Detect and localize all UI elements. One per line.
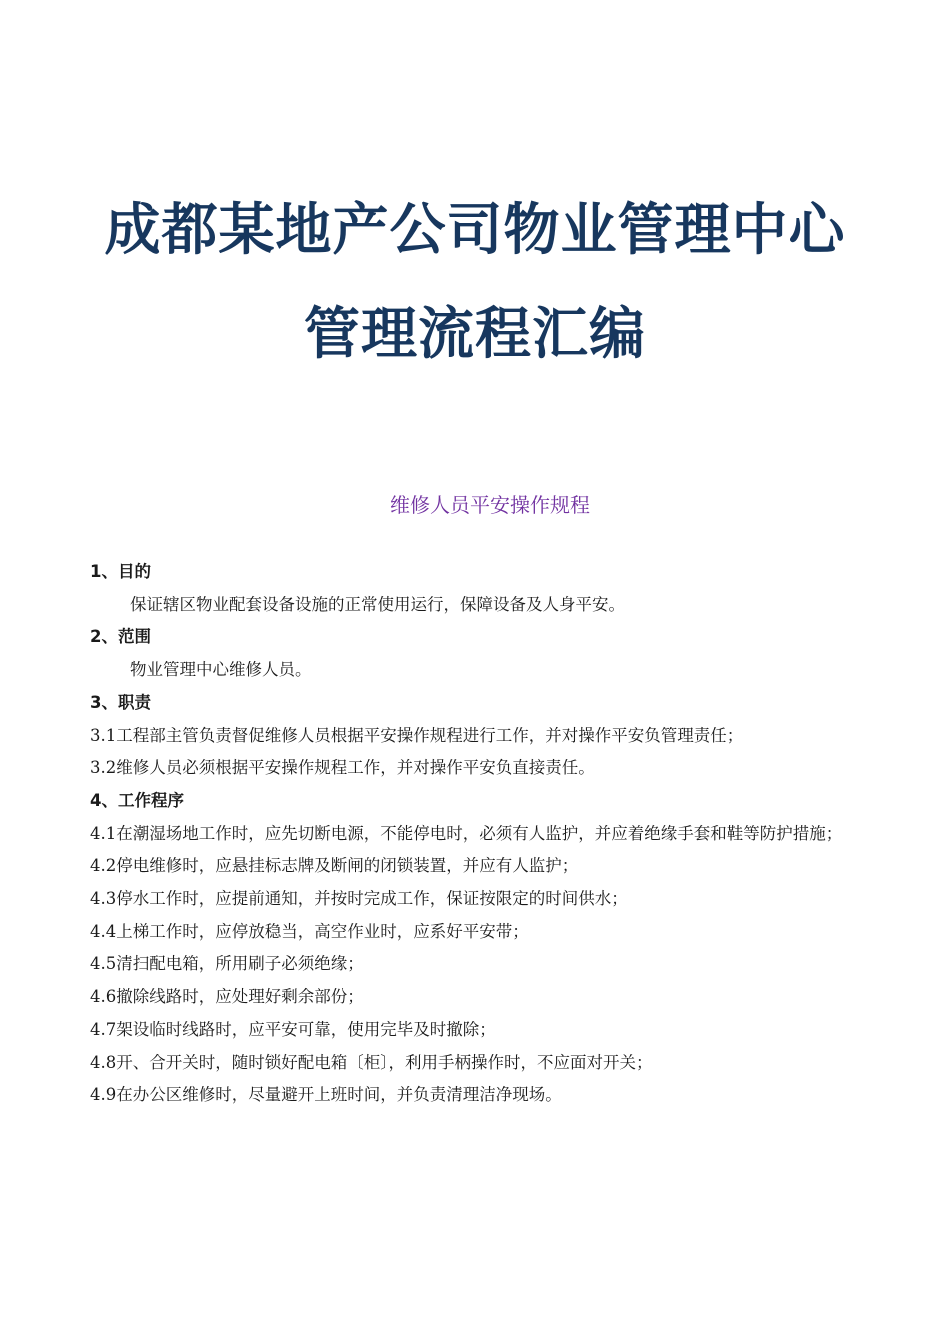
procedure-item: 4.2停电维修时，应悬挂标志牌及断闸的闭锁装置，并应有人监护； — [90, 856, 579, 876]
document-title-line-2: 管理流程汇编 — [304, 302, 646, 367]
procedure-item: 4.1在潮湿场地工作时，应先切断电源，不能停电时，必须有人监护，并应着绝缘手套和鞋等防护措施； — [90, 823, 843, 843]
procedure-heading: 4、工作程序 — [90, 790, 184, 810]
procedure-item: 4.4上梯工作时，应停放稳当，高空作业时，应系好平安带； — [90, 921, 529, 941]
procedure-item: 4.3停水工作时，应提前通知，并按时完成工作，保证按限定的时间供水； — [90, 889, 628, 909]
document-body — [90, 556, 895, 1112]
duty-item: 3.2维修人员必须根据平安操作规程工作，并对操作平安负直接责任。 — [90, 758, 595, 778]
purpose-heading: 1、目的 — [90, 562, 151, 581]
procedure-item: 4.5清扫配电箱，所用刷子必须绝缘； — [90, 954, 364, 974]
procedure-item: 4.8开、合开关时，随时锁好配电箱〔柜〕，利用手柄操作时，不应面对开关； — [90, 1052, 653, 1072]
procedure-item: 4.7架设临时线路时，应平安可靠，使用完毕及时撤除； — [90, 1019, 496, 1039]
procedure-item: 4.6撤除线路时，应处理好剩余部份； — [90, 987, 364, 1007]
document-title-line-1: 成都某地产公司物业管理中心 — [104, 198, 846, 263]
scope-text: 物业管理中心维修人员。 — [130, 660, 312, 680]
purpose-text: 保证辖区物业配套设备设施的正常使用运行，保障设备及人身平安。 — [130, 594, 625, 614]
duties-heading: 3、职责 — [90, 692, 151, 712]
section-subtitle: 维修人员平安操作规程 — [390, 493, 590, 517]
procedure-item: 4.9在办公区维修时，尽量避开上班时间，并负责清理洁净现场。 — [90, 1085, 562, 1105]
duty-item: 3.1工程部主管负责督促维修人员根据平安操作规程进行工作，并对操作平安负管理责任； — [90, 725, 744, 745]
scope-heading: 2、范围 — [90, 627, 151, 647]
